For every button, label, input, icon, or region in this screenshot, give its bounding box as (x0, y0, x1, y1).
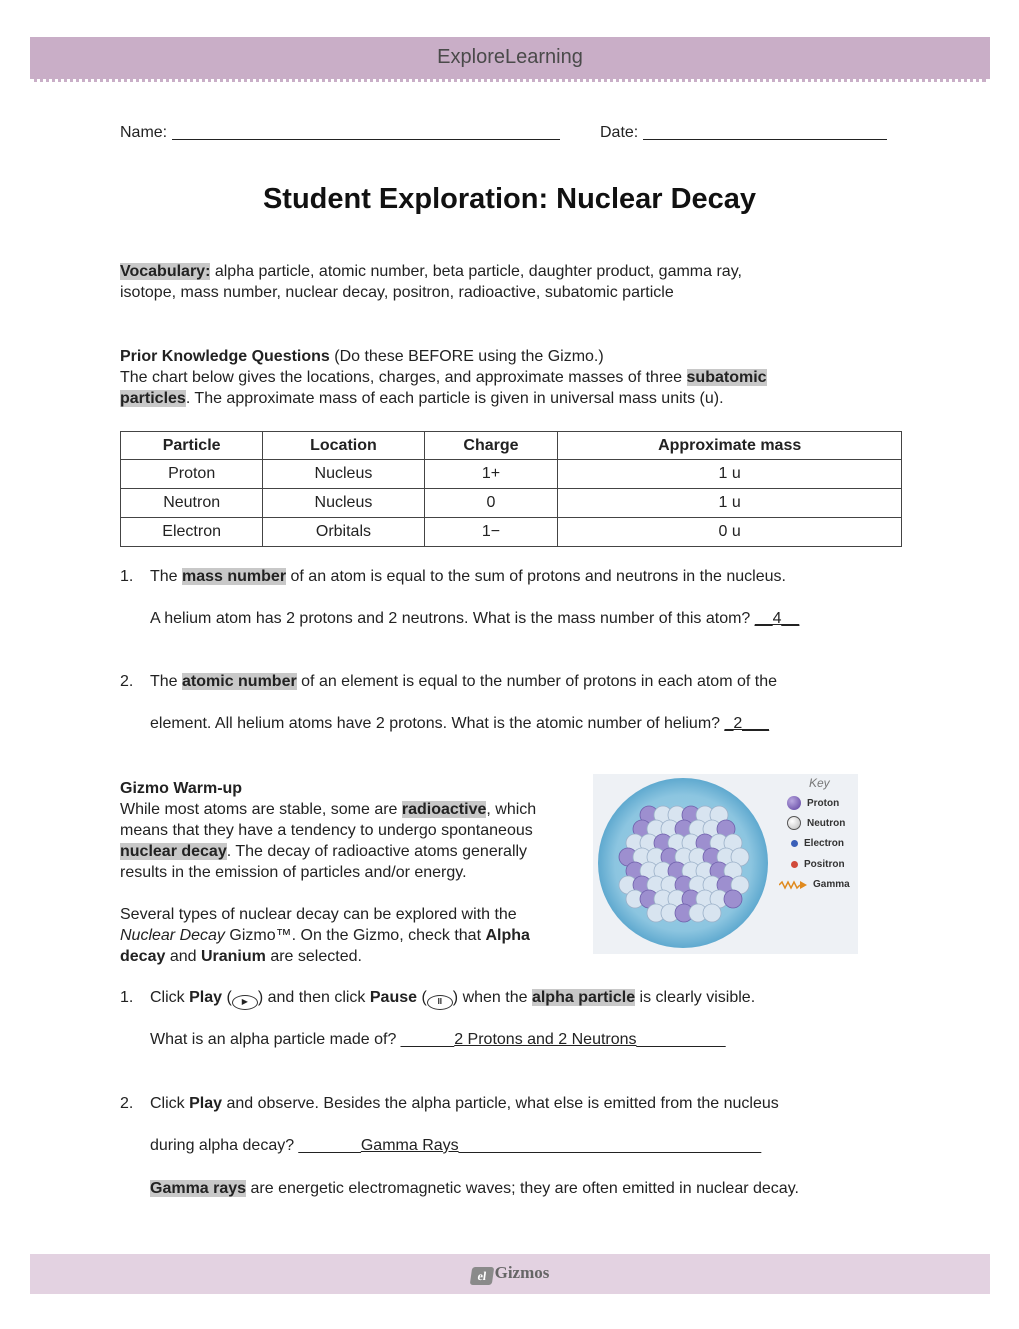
page-title: Student Exploration: Nuclear Decay (262, 183, 757, 215)
q-text: Click (150, 989, 190, 1006)
q-text: and observe. Besides the alpha particle, what else is emitted from the nucleus (222, 1095, 779, 1112)
vocabulary-terms-2: isotope, mass number, nuclear decay, positron, radioactive, subatomic particle (120, 284, 674, 301)
subatomic-table (120, 431, 902, 547)
q-text: of an atom is equal to the sum of protons and neutrons in the nucleus. (286, 568, 786, 585)
warmup-text: , which (486, 801, 537, 818)
vocabulary-label: Vocabulary: (120, 263, 211, 280)
pk-question-1 (120, 568, 920, 638)
name-line[interactable] (172, 122, 560, 140)
positron-icon (791, 861, 798, 868)
nucleus-image (593, 774, 773, 954)
answer-mass-number[interactable]: __4__ (754, 610, 800, 627)
pk-question-2 (120, 673, 920, 743)
question-number: 2. (120, 1095, 134, 1112)
answer-emission[interactable]: Gamma Rays (360, 1137, 459, 1154)
table-row (121, 460, 902, 489)
header-logo: ExploreLearning (437, 46, 583, 68)
key-label: Neutron (807, 817, 846, 829)
table-cell: Neutron (121, 489, 263, 518)
warmup-text: results in the emission of particles and/or energy. (120, 864, 467, 881)
date-line[interactable] (643, 122, 887, 140)
term-mass-number: mass number (182, 568, 287, 585)
table-header-row (121, 432, 902, 460)
q-text: The (150, 568, 183, 585)
play-label: Play (189, 1095, 223, 1112)
prior-knowledge-heading: Prior Knowledge Questions (120, 348, 330, 365)
table-row (121, 518, 902, 547)
prior-knowledge-section (120, 346, 910, 409)
term-radioactive: radioactive (401, 801, 487, 818)
table-cell: 1 u (558, 489, 902, 518)
warmup-heading: Gizmo Warm-up (120, 780, 243, 797)
warmup-question-2 (120, 1095, 920, 1205)
vocabulary-section (120, 261, 910, 303)
key-item-neutron (787, 816, 845, 830)
warmup-text: While most atoms are stable, some are (120, 801, 402, 818)
electron-icon (791, 840, 798, 847)
question-number: 1. (120, 568, 134, 585)
proton-sphere (724, 890, 742, 908)
key-label: Positron (804, 859, 845, 870)
neutron-icon (787, 816, 801, 830)
name-label: Name: (120, 124, 168, 141)
nucleus-figure (593, 774, 858, 954)
table-row (121, 489, 902, 518)
warmup-instructions (120, 904, 600, 967)
term-alpha-particle: alpha particle (531, 989, 636, 1006)
answer-atomic-number[interactable]: _2___ (724, 715, 769, 732)
play-button-icon[interactable]: ▶ (232, 995, 258, 1010)
warmup-text: means that they have a tendency to undergo spontaneous (120, 822, 533, 839)
warmup-text: . The decay of radioactive atoms generally (226, 843, 528, 860)
warmup-question-1: 1. Click Play ( ▶ ) and then click Pause ( II ) when the alpha particle is clearly visible. What is an alpha particle made of? ______2 Protons and 2 Neutrons__________ (120, 989, 756, 1048)
neutron-sphere (703, 904, 721, 922)
q-text: Click (150, 1095, 190, 1112)
pause-button-icon[interactable]: II (427, 995, 453, 1010)
question-number: 2. (120, 673, 134, 690)
q-text: The (150, 673, 183, 690)
table-cell: Nucleus (263, 489, 424, 518)
table-cell: Nucleus (263, 460, 424, 489)
date-label: Date: (600, 124, 639, 141)
answer-alpha-particle[interactable]: 2 Protons and 2 Neutrons (454, 1031, 637, 1048)
key-item-electron (791, 838, 844, 849)
q-text: are energetic electromagnetic waves; they are often emitted in nuclear decay. (246, 1180, 799, 1197)
warmup-text: Gizmo™. On the Gizmo, check that (224, 927, 486, 944)
warmup-text: are selected. (265, 948, 362, 965)
answer-blank: __________ (636, 1031, 726, 1048)
key-item-proton (787, 796, 839, 810)
footer-logo (30, 1263, 990, 1285)
q-text: element. All helium atoms have 2 protons. What is the atomic number of helium? (150, 715, 725, 732)
prior-intro-text-2: . The approximate mass of each particle is given in universal mass units (u). (185, 390, 724, 407)
q-text: when the (458, 989, 532, 1006)
warmup-text: Several types of nuclear decay can be explored with the (120, 906, 517, 923)
table-cell: Electron (121, 518, 263, 547)
term-gamma-rays: Gamma rays (150, 1180, 247, 1197)
q-text: of an element is equal to the number of protons in each atom of the (296, 673, 777, 690)
key-item-positron (791, 859, 845, 870)
date-field[interactable] (600, 122, 887, 142)
proton-icon (787, 796, 801, 810)
key-title: Key (809, 776, 830, 790)
vocabulary-terms-1: alpha particle, atomic number, beta particle, daughter product, gamma ray, (210, 263, 742, 280)
gamma-wave-icon (779, 880, 807, 890)
col-header-particle: Particle (121, 432, 263, 460)
q-text: A helium atom has 2 protons and 2 neutrons. What is the mass number of this atom? (150, 610, 755, 627)
q-text: during alpha decay? _______ (150, 1137, 361, 1154)
q-text: is clearly visible. (635, 989, 756, 1006)
table-cell: 0 u (558, 518, 902, 547)
table-cell: 1+ (424, 460, 558, 489)
name-field[interactable] (120, 122, 560, 142)
prior-intro-text: The chart below gives the locations, charges, and approximate masses of three (120, 369, 687, 386)
term-subatomic: subatomic (686, 369, 767, 386)
warmup-section (120, 778, 600, 883)
q-text: and then click (263, 989, 370, 1006)
footer-brand-text: Gizmos (494, 1263, 550, 1282)
gizmo-name: Nuclear Decay (120, 927, 225, 944)
key-label: Proton (807, 797, 840, 809)
term-particles: particles (120, 390, 186, 407)
key-label: Gamma (813, 879, 850, 890)
pause-label: Pause (369, 989, 418, 1006)
table-cell: Orbitals (263, 518, 424, 547)
col-header-mass: Approximate mass (558, 432, 902, 460)
key-item-gamma (779, 879, 850, 890)
table-cell: 1 u (558, 460, 902, 489)
answer-blank: __________________________________ (458, 1137, 762, 1154)
term-nuclear-decay: nuclear decay (120, 843, 227, 860)
gizmos-logo-icon: el (469, 1267, 494, 1285)
table-cell: 0 (424, 489, 558, 518)
table-cell: Proton (121, 460, 263, 489)
option-uranium: Uranium (200, 948, 266, 965)
col-header-location: Location (263, 432, 424, 460)
table-cell: 1− (424, 518, 558, 547)
term-atomic-number: atomic number (182, 673, 297, 690)
key-label: Electron (804, 838, 845, 849)
option-alpha: Alpha (485, 927, 530, 944)
play-label: Play (189, 989, 223, 1006)
option-decay: decay (120, 948, 166, 965)
question-number: 1. (120, 989, 134, 1006)
warmup-text: and (165, 948, 201, 965)
col-header-charge: Charge (424, 432, 558, 460)
subatomic-table-wrap (120, 431, 902, 547)
prior-knowledge-note: (Do these BEFORE using the Gizmo.) (329, 348, 604, 365)
q-text: What is an alpha particle made of? ______ (150, 1031, 455, 1048)
